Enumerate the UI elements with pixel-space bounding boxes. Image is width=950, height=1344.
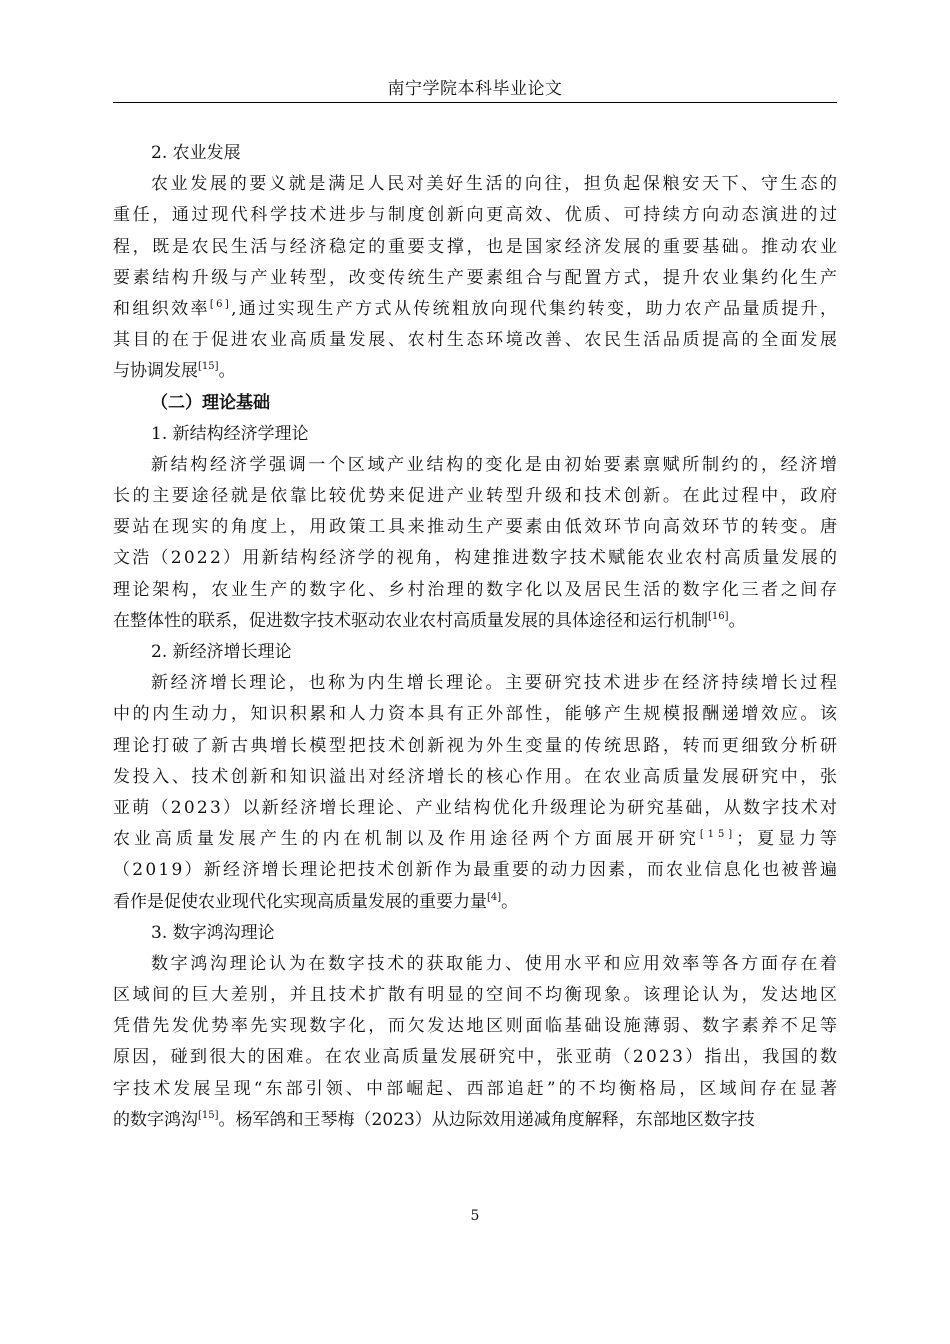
text-run: 区域间的巨大差别，并且技术扩散有明显的空间不均衡现象。该理论认为，发达地区 (113, 985, 840, 1006)
text-line (113, 481, 840, 512)
citation-marker: [15] (198, 361, 219, 373)
text-run: 与协调发展 (113, 361, 198, 382)
text-run: 理论架构，农业生产的数字化、乡村治理的数字化以及居民生活的数字化三者之间存 (113, 579, 840, 600)
text-line (113, 294, 840, 325)
text-run: 亚萌（2023）以新经济增长理论、产业结构优化升级理论为研究基础，从数字技术对 (113, 797, 840, 818)
text-run: 程，既是农民生活与经济稳定的重要支撑，也是国家经济发展的重要基础。推动农业 (113, 236, 840, 257)
citation-marker: [4] (487, 891, 502, 903)
text-run: 看作是促使农业现代化实现高质量发展的重要力量 (113, 891, 487, 912)
section-heading (113, 388, 837, 419)
text-line (113, 918, 837, 949)
text-line (113, 543, 840, 574)
text-line (113, 575, 840, 606)
text-run: 。 (728, 610, 746, 631)
text-line (113, 232, 840, 263)
text-run: 凭借先发优势率先实现数字化，而欠发达地区则面临基础设施薄弱、数字素养不足等 (113, 1016, 840, 1037)
text-run: 。杨军鸽和王琴梅（2023）从边际效用递减角度解释，东部地区数字技 (218, 1109, 755, 1130)
text-line (113, 1011, 840, 1042)
header-rule (113, 102, 837, 103)
text-line (113, 887, 837, 918)
text-run: 1. 新结构经济学理论 (151, 423, 309, 444)
text-line (113, 762, 840, 793)
text-line (113, 824, 841, 855)
text-run: 长的主要途径就是依靠比较优势来促进产业转型升级和技术创新。在此过程中，政府 (113, 486, 840, 507)
text-line (113, 169, 840, 200)
text-run: ,通过实现生产方式从传统粗放向现代集约转变，助力农产品量质提升， (231, 298, 840, 319)
text-run: 3. 数字鸿沟理论 (151, 922, 275, 943)
citation-marker: [16] (708, 610, 729, 622)
text-run: 发投入、技术创新和知识溢出对经济增长的核心作用。在农业高质量发展研究中，张 (113, 766, 840, 787)
text-line (113, 356, 837, 387)
text-line (113, 138, 837, 169)
text-line (113, 419, 837, 450)
text-run: （2019）新经济增长理论把技术创新作为最重要的动力因素，而农业信息化也被普遍 (113, 860, 840, 881)
text-line (113, 450, 840, 481)
text-line (113, 637, 837, 668)
text-run: 其目的在于促进农业高质量发展、农村生态环境改善、农民生活品质提高的全面发展 (113, 330, 840, 351)
text-run: 农业发展的要义就是满足人民对美好生活的向往，担负起保粮安天下、守生态的 (151, 174, 840, 195)
text-run: （二）理论基础 (151, 392, 270, 413)
text-run: ；夏显力等 (736, 829, 841, 850)
text-line (113, 1042, 840, 1073)
text-line (113, 793, 840, 824)
text-run: 理论打破了新古典增长模型把技术创新视为外生变量的传统思路，转而更细致分析研 (113, 735, 840, 756)
text-run: 数字鸿沟理论认为在数字技术的获取能力、使用水平和应用效率等各方面存在着 (151, 953, 840, 974)
text-line (113, 855, 840, 886)
text-line (113, 263, 840, 294)
text-run: 新结构经济学强调一个区域产业结构的变化是由初始要素禀赋所制约的，经济增 (151, 454, 840, 475)
text-line (113, 200, 840, 231)
text-run: 农业高质量发展产生的内在机制以及作用途径两个方面展开研究 (113, 829, 700, 850)
text-run: 2. 新经济增长理论 (151, 642, 292, 662)
text-line (113, 668, 840, 699)
text-run: 在整体性的联系，促进数字技术驱动农业农村高质量发展的具体途径和运行机制 (113, 610, 708, 631)
text-line (113, 325, 840, 356)
text-run: 。 (501, 891, 519, 912)
text-line (113, 980, 840, 1011)
text-line (113, 1074, 841, 1105)
text-line (113, 731, 840, 762)
text-run: 重任，通过现代科学技术进步与制度创新向更高效、优质、可持续方向动态演进的过 (113, 205, 840, 226)
text-run: 2. 农业发展 (151, 143, 241, 163)
text-run: 。 (218, 361, 236, 382)
text-line (113, 1105, 837, 1136)
running-header: 南宁学院本科毕业论文 (387, 79, 563, 99)
text-line (113, 512, 840, 543)
citation-marker: [6] (209, 298, 232, 310)
text-run: 要素结构升级与产业转型，改变传统生产要素组合与配置方式，提升农业集约化生产 (113, 267, 840, 288)
text-run: 字技术发展呈现“东部引领、中部崛起、西部追赶”的不均衡格局，区域间存在显著 (113, 1078, 841, 1099)
text-run: 文浩（2022）用新结构经济学的视角，构建推进数字技术赋能农业农村高质量发展的 (113, 548, 840, 569)
citation-marker: [15] (699, 829, 737, 841)
citation-marker: [15] (198, 1109, 219, 1121)
page-number: 5 (470, 1208, 480, 1224)
text-line (113, 699, 840, 730)
text-run: 的数字鸿沟 (113, 1109, 198, 1130)
text-run: 原因，碰到很大的困难。在农业高质量发展研究中，张亚萌（2023）指出，我国的数 (113, 1047, 840, 1068)
text-run: 中的内生动力，知识积累和人力资本具有正外部性，能够产生规模报酬递增效应。该 (113, 704, 840, 725)
text-line (113, 949, 840, 980)
text-run: 要站在现实的角度上，用政策工具来推动生产要素由低效环节向高效环节的转变。唐 (113, 517, 840, 538)
text-run: 和组织效率 (113, 298, 210, 319)
text-line (113, 606, 837, 637)
text-run: 新经济增长理论，也称为内生增长理论。主要研究技术进步在经济持续增长过程 (151, 673, 840, 694)
body-text (113, 138, 841, 1136)
